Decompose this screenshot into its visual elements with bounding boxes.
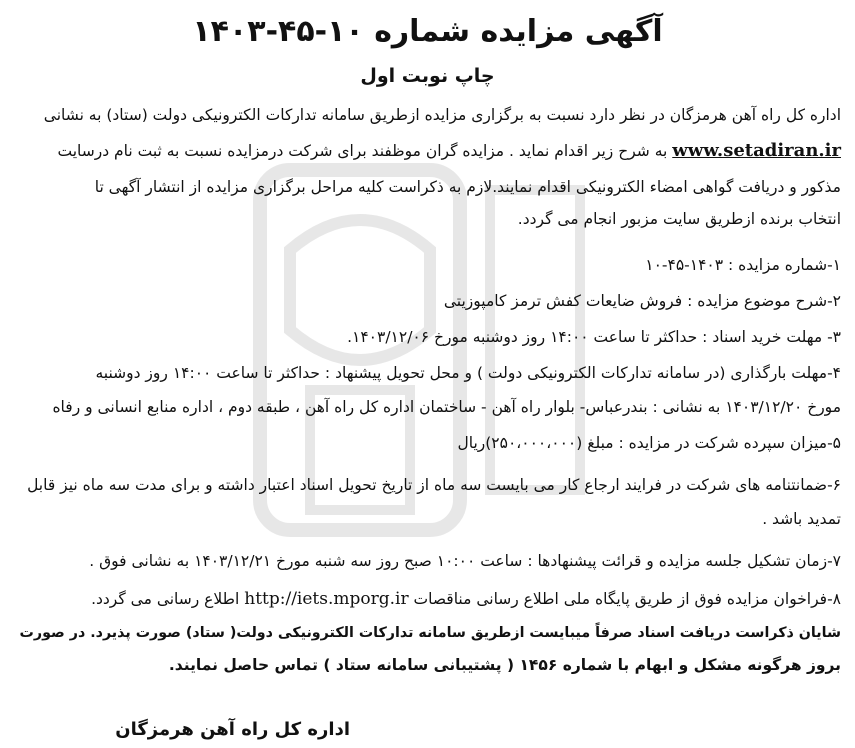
intro-line-1: اداره کل راه آهن هرمزگان در نظر دارد نسبت به برگزاری مزایده ازطریق سامانه تدارکات الکترونیکی دولت (ستاد) به نشانی bbox=[43, 106, 841, 124]
item-8 bbox=[91, 588, 841, 610]
item-7: ۷-زمان تشکیل جلسه مزایده و قرائت پیشنهادها : ساعت ۱۰:۰۰ صبح روز سه شنبه مورخ ۱۴۰۳/۱۲/۲۱ به نشانی فوق . bbox=[89, 552, 841, 570]
notice-line-2: بروز هرگونه مشکل و ابهام با شماره ۱۴۵۶ ( پشتیبانی سامانه ستاد ) تماس حاصل نمایند. bbox=[168, 656, 841, 674]
item-5: ۵-میزان سپرده شرکت در مزایده : مبلغ (۲۵۰،۰۰۰،۰۰۰)ریال bbox=[457, 434, 841, 452]
item-6-line-1: ۶-ضمانتنامه های شرکت در فرایند ارجاع کار می بایست سه ماه از تاریخ تحویل اسناد اعتبار داشته و برای مدت سه ماه نیز قابل bbox=[27, 476, 841, 494]
iets-link[interactable]: http://iets.mporg.ir bbox=[244, 589, 409, 609]
intro-line-2-text: به شرح زیر اقدام نماید . مزایده گران موظفند برای شرکت درمزایده نسبت به ثبت نام درسایت bbox=[57, 142, 673, 160]
item-2: ۲-شرح موضوع مزایده : فروش ضایعات کفش ترمز کامپوزیتی bbox=[443, 292, 841, 310]
notice-subtitle: چاپ نوبت اول bbox=[360, 65, 495, 87]
item-8-after: اطلاع رسانی می گردد. bbox=[91, 590, 245, 608]
item-4-line-1: ۴-مهلت بارگذاری (در سامانه تدارکات الکترونیکی دولت ) و محل تحویل پیشنهاد : حداکثر تا ساعت ۱۴:۰۰ روز دوشنبه bbox=[95, 364, 841, 382]
notice-line-1: شایان ذکراست دریافت اسناد صرفاً میبایست ازطریق سامانه تدارکات الکترونیکی دولت( ستاد) صورت پذیرد. در صورت bbox=[19, 625, 841, 641]
item-8-before: ۸-فراخوان مزایده فوق از طریق پایگاه ملی اطلاع رسانی مناقصات bbox=[408, 590, 841, 608]
notice-title: آگهی مزایده شماره ۱۰-۴۵-۱۴۰۳ bbox=[192, 14, 663, 49]
item-1: ۱-شماره مزایده : ۱۴۰۳-۴۵-۱۰ bbox=[645, 256, 841, 274]
item-6-line-2: تمدید باشد . bbox=[762, 510, 841, 528]
intro-line-2 bbox=[57, 140, 841, 162]
setadiran-link[interactable]: www.setadiran.ir bbox=[672, 140, 841, 161]
intro-line-4: انتخاب برنده ازطریق سایت مزبور انجام می گردد. bbox=[517, 210, 841, 228]
signature: اداره کل راه آهن هرمزگان bbox=[115, 719, 350, 740]
item-4-line-2: مورخ ۱۴۰۳/۱۲/۲۰ به نشانی : بندرعباس- بلوار راه آهن - ساختمان اداره کل راه آهن ، طبقه دوم ، اداره منابع انسانی و رفاه bbox=[52, 398, 841, 416]
intro-line-3: مذکور و دریافت گواهی امضاء الکترونیکی اقدام نمایند.لازم به ذکراست کلیه مراحل برگزاری مزایده از انتشار آگهی تا bbox=[94, 178, 841, 196]
item-3: ۳- مهلت خرید اسناد : حداکثر تا ساعت ۱۴:۰۰ روز دوشنبه مورخ ۱۴۰۳/۱۲/۰۶. bbox=[347, 328, 841, 346]
